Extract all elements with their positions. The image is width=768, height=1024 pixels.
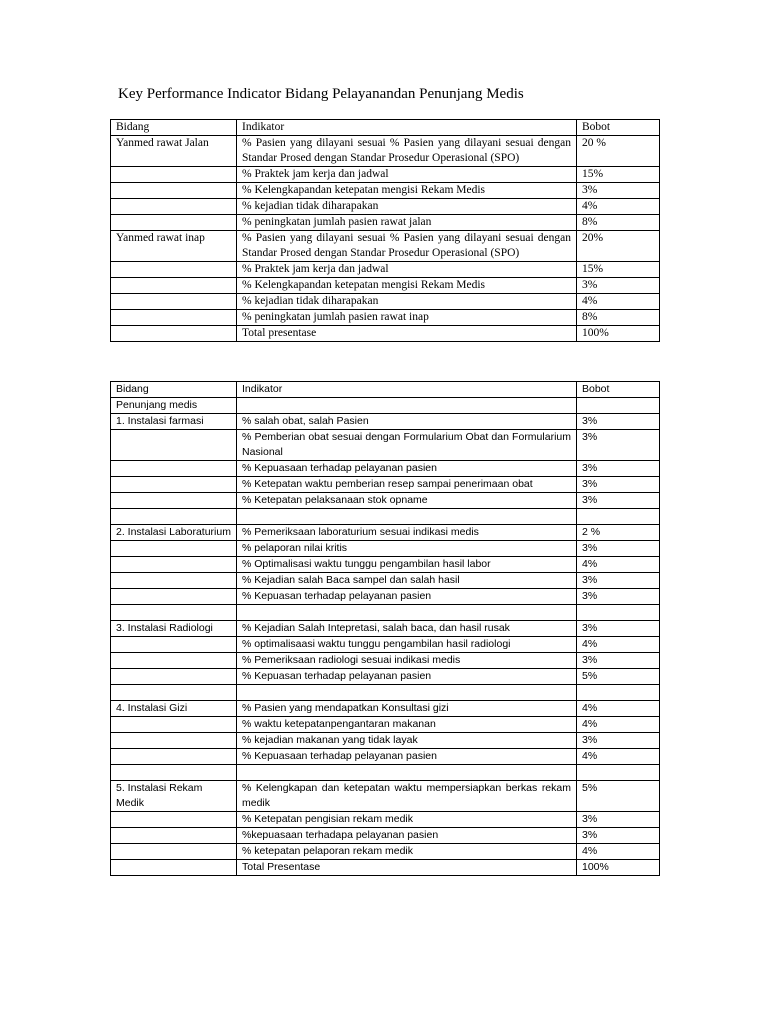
bobot-cell: 20 % (577, 136, 660, 167)
indikator-cell: % Praktek jam kerja dan jadwal (237, 262, 577, 278)
indikator-cell: % ketepatan pelaporan rekam medik (237, 844, 577, 860)
bobot-cell: 100% (577, 326, 660, 342)
table-row (111, 589, 660, 605)
table-row (111, 844, 660, 860)
bobot-cell: 5% (577, 669, 660, 685)
bidang-cell (111, 430, 237, 461)
bidang-cell (111, 294, 237, 310)
bobot-cell: 4% (577, 717, 660, 733)
table-row (111, 557, 660, 573)
indikator-cell: % Pasien yang mendapatkan Konsultasi gizi (237, 701, 577, 717)
bidang-cell (111, 541, 237, 557)
table-row (111, 398, 660, 414)
bobot-cell: 3% (577, 477, 660, 493)
bidang-cell: Penunjang medis (111, 398, 237, 414)
bobot-cell (577, 398, 660, 414)
table-header-row (111, 382, 660, 398)
bidang-cell: 5. Instalasi Rekam Medik (111, 781, 237, 812)
bidang-cell (111, 749, 237, 765)
table-row (111, 860, 660, 876)
table-row (111, 653, 660, 669)
table-row (111, 430, 660, 461)
indikator-cell: % Kepuasaan terhadap pelayanan pasien (237, 749, 577, 765)
indikator-cell: % Pemeriksaan laboraturium sesuai indikasi medis (237, 525, 577, 541)
indikator-cell: % kejadian tidak diharapakan (237, 294, 577, 310)
indikator-cell: Total presentase (237, 326, 577, 342)
column-header: Indikator (237, 120, 577, 136)
bidang-cell (111, 183, 237, 199)
table-row (111, 461, 660, 477)
bobot-cell: 15% (577, 167, 660, 183)
bobot-cell: 8% (577, 215, 660, 231)
bidang-cell (111, 326, 237, 342)
indikator-cell: % Ketepatan pelaksanaan stok opname (237, 493, 577, 509)
bobot-cell: 4% (577, 844, 660, 860)
bidang-cell (111, 167, 237, 183)
bidang-cell (111, 278, 237, 294)
indikator-cell: % Kelengkapan dan ketepatan waktu mempersiapkan berkas rekam medik (237, 781, 577, 812)
bidang-cell (111, 557, 237, 573)
indikator-cell (237, 765, 577, 781)
indikator-cell: % Kepuasan terhadap pelayanan pasien (237, 669, 577, 685)
indikator-cell: % Pemeriksaan radiologi sesuai indikasi medis (237, 653, 577, 669)
bidang-cell: 3. Instalasi Radiologi (111, 621, 237, 637)
kpi-table-pelayanan (110, 119, 660, 342)
bidang-cell: Yanmed rawat inap (111, 231, 237, 262)
indikator-cell: % Optimalisasi waktu tunggu pengambilan hasil labor (237, 557, 577, 573)
bidang-cell (111, 605, 237, 621)
bidang-cell: Yanmed rawat Jalan (111, 136, 237, 167)
table-row (111, 637, 660, 653)
table-header-row (111, 120, 660, 136)
bidang-cell (111, 844, 237, 860)
indikator-cell: % Kejadian Salah Intepretasi, salah baca, dan hasil rusak (237, 621, 577, 637)
table-row (111, 183, 660, 199)
bobot-cell: 4% (577, 637, 660, 653)
bobot-cell (577, 509, 660, 525)
kpi-table-penunjang (110, 381, 660, 876)
indikator-cell: % Kejadian salah Baca sampel dan salah hasil (237, 573, 577, 589)
bobot-cell: 2 % (577, 525, 660, 541)
indikator-cell: % kejadian tidak diharapakan (237, 199, 577, 215)
bidang-cell (111, 717, 237, 733)
bidang-cell (111, 637, 237, 653)
bobot-cell: 4% (577, 557, 660, 573)
indikator-cell (237, 685, 577, 701)
table-row (111, 525, 660, 541)
table-row (111, 685, 660, 701)
bobot-cell: 3% (577, 828, 660, 844)
bobot-cell: 5% (577, 781, 660, 812)
indikator-cell: % peningkatan jumlah pasien rawat inap (237, 310, 577, 326)
indikator-cell: % kejadian makanan yang tidak layak (237, 733, 577, 749)
bidang-cell (111, 215, 237, 231)
indikator-cell (237, 509, 577, 525)
indikator-cell: % Ketepatan pengisian rekam medik (237, 812, 577, 828)
bobot-cell: 20% (577, 231, 660, 262)
indikator-cell: % optimalisaasi waktu tunggu pengambilan hasil radiologi (237, 637, 577, 653)
table-row (111, 605, 660, 621)
bidang-cell (111, 860, 237, 876)
table-row (111, 414, 660, 430)
column-header: Bobot (577, 120, 660, 136)
indikator-cell: % pelaporan nilai kritis (237, 541, 577, 557)
bobot-cell: 3% (577, 461, 660, 477)
bobot-cell: 3% (577, 733, 660, 749)
indikator-cell: % Kelengkapandan ketepatan mengisi Rekam Medis (237, 183, 577, 199)
bobot-cell: 3% (577, 430, 660, 461)
bobot-cell: 3% (577, 621, 660, 637)
indikator-cell: % Ketepatan waktu pemberian resep sampai penerimaan obat (237, 477, 577, 493)
indikator-cell: % Pasien yang dilayani sesuai % Pasien yang dilayani sesuai dengan Standar Prosed dengan Standar Prosedur Operasional (SPO) (237, 231, 577, 262)
bidang-cell (111, 477, 237, 493)
bidang-cell (111, 828, 237, 844)
table-row (111, 326, 660, 342)
bobot-cell: 3% (577, 278, 660, 294)
bidang-cell (111, 765, 237, 781)
indikator-cell: %kepuasaan terhadapa pelayanan pasien (237, 828, 577, 844)
bidang-cell (111, 685, 237, 701)
bidang-cell (111, 589, 237, 605)
table-row (111, 136, 660, 167)
indikator-cell: % Kelengkapandan ketepatan mengisi Rekam Medis (237, 278, 577, 294)
bobot-cell: 3% (577, 414, 660, 430)
bidang-cell (111, 653, 237, 669)
bidang-cell: 4. Instalasi Gizi (111, 701, 237, 717)
indikator-cell: % salah obat, salah Pasien (237, 414, 577, 430)
indikator-cell: % Praktek jam kerja dan jadwal (237, 167, 577, 183)
table-row (111, 509, 660, 525)
bobot-cell: 100% (577, 860, 660, 876)
bidang-cell (111, 669, 237, 685)
table-row (111, 167, 660, 183)
bidang-cell (111, 812, 237, 828)
table-row (111, 477, 660, 493)
table-row (111, 573, 660, 589)
table-row (111, 215, 660, 231)
bidang-cell (111, 493, 237, 509)
bobot-cell: 3% (577, 573, 660, 589)
column-header: Bobot (577, 382, 660, 398)
table-row (111, 294, 660, 310)
table-row (111, 231, 660, 262)
bobot-cell: 3% (577, 183, 660, 199)
indikator-cell: % Pasien yang dilayani sesuai % Pasien yang dilayani sesuai dengan Standar Prosed dengan Standar Prosedur Operasional (SPO) (237, 136, 577, 167)
bobot-cell: 4% (577, 701, 660, 717)
table-row (111, 262, 660, 278)
table-row (111, 199, 660, 215)
bidang-cell: 1. Instalasi farmasi (111, 414, 237, 430)
bidang-cell (111, 461, 237, 477)
indikator-cell: % peningkatan jumlah pasien rawat jalan (237, 215, 577, 231)
bobot-cell (577, 605, 660, 621)
column-header: Indikator (237, 382, 577, 398)
column-header: Bidang (111, 382, 237, 398)
indikator-cell (237, 605, 577, 621)
document-title: Key Performance Indicator Bidang Pelayanandan Penunjang Medis (118, 86, 524, 102)
bidang-cell (111, 199, 237, 215)
bobot-cell: 4% (577, 749, 660, 765)
table-row (111, 493, 660, 509)
table-row (111, 749, 660, 765)
bidang-cell (111, 573, 237, 589)
table-row (111, 828, 660, 844)
table-row (111, 278, 660, 294)
table-row (111, 621, 660, 637)
bidang-cell: 2. Instalasi Laboraturium (111, 525, 237, 541)
indikator-cell: % Kepuasan terhadap pelayanan pasien (237, 589, 577, 605)
indikator-cell (237, 398, 577, 414)
bobot-cell: 4% (577, 294, 660, 310)
column-header: Bidang (111, 120, 237, 136)
table-row (111, 701, 660, 717)
bobot-cell: 3% (577, 541, 660, 557)
bobot-cell (577, 685, 660, 701)
bidang-cell (111, 733, 237, 749)
indikator-cell: % waktu ketepatanpengantaran makanan (237, 717, 577, 733)
table-row (111, 781, 660, 812)
bobot-cell: 3% (577, 653, 660, 669)
indikator-cell: Total Presentase (237, 860, 577, 876)
table-row (111, 765, 660, 781)
bidang-cell (111, 509, 237, 525)
bobot-cell (577, 765, 660, 781)
bobot-cell: 8% (577, 310, 660, 326)
table-row (111, 541, 660, 557)
bobot-cell: 4% (577, 199, 660, 215)
table-row (111, 669, 660, 685)
indikator-cell: % Kepuasaan terhadap pelayanan pasien (237, 461, 577, 477)
bobot-cell: 15% (577, 262, 660, 278)
table-row (111, 717, 660, 733)
indikator-cell: % Pemberian obat sesuai dengan Formularium Obat dan Formularium Nasional (237, 430, 577, 461)
bidang-cell (111, 262, 237, 278)
bobot-cell: 3% (577, 589, 660, 605)
bobot-cell: 3% (577, 812, 660, 828)
bidang-cell (111, 310, 237, 326)
table-row (111, 812, 660, 828)
table-row (111, 310, 660, 326)
bobot-cell: 3% (577, 493, 660, 509)
table-row (111, 733, 660, 749)
